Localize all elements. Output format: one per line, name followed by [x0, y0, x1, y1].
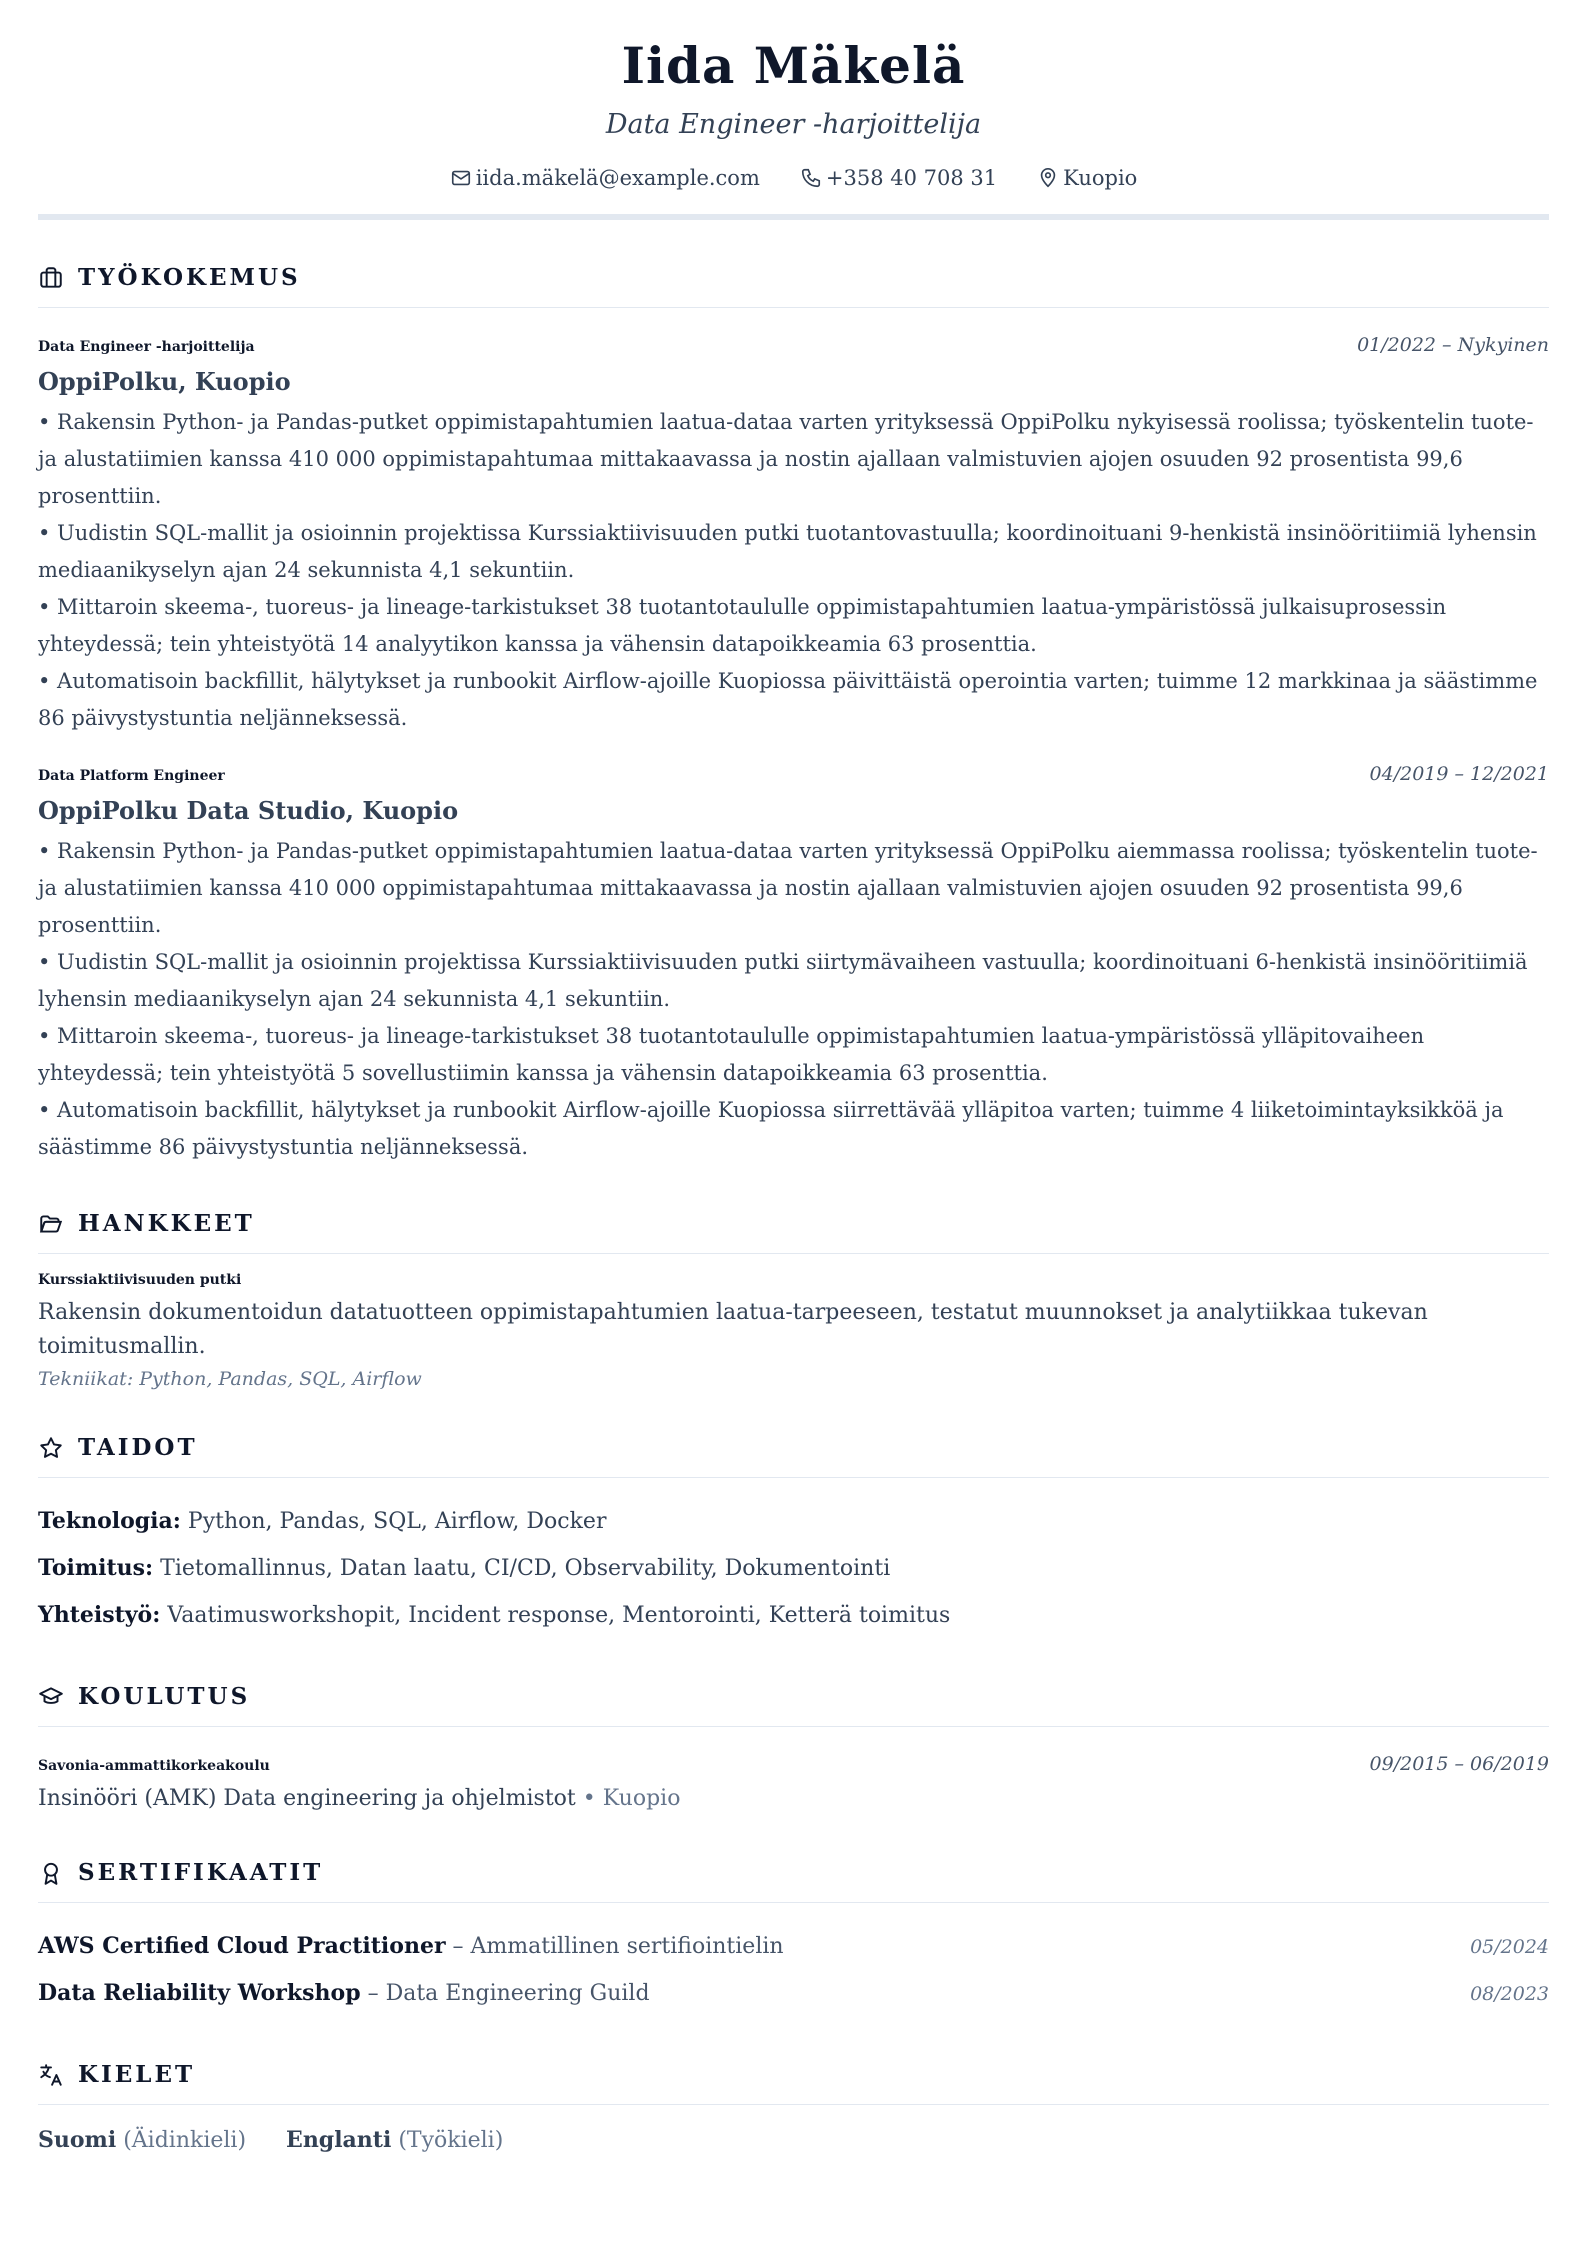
phone-icon: [800, 167, 822, 189]
job-organization: OppiPolku, Kuopio: [38, 367, 291, 396]
skill-row: [38, 1545, 1549, 1592]
job-bullet: • Uudistin SQL-mallit ja osioinnin projektissa Kurssiaktiivisuuden putki tuotantovastuulla; koordinoituani 9-henkistä insinööritiimiä lyhensin mediaanikyselyn ajan 24 sekunnista 4,1 sekuntiin.: [38, 521, 1537, 582]
email-text: iida.mäkelä@example.com: [475, 166, 760, 190]
section-divider: [38, 1902, 1549, 1903]
project-name: Kurssiaktiivisuuden putki: [38, 1272, 242, 1288]
project-entry: [38, 1272, 1549, 1390]
job-organization: OppiPolku Data Studio, Kuopio: [38, 796, 459, 825]
certificate-date: 08/2023: [1470, 1983, 1549, 2005]
certificate-issuer: – Ammatillinen sertifiointielin: [445, 1934, 784, 1959]
certificate-name: Data Reliability Workshop: [38, 1980, 361, 2006]
project-description: Rakensin dokumentoidun datatuotteen oppimistapahtumien laatua-tarpeeseen, testatut muunnokset ja analytiikkaa tukevan toimitusmallin.: [38, 1300, 1428, 1359]
briefcase-icon: [38, 265, 64, 291]
folder-open-icon: [38, 1211, 64, 1237]
education-entry: [38, 1753, 1549, 1815]
location-text: Kuopio: [1063, 166, 1138, 190]
section-title: HANKKEET: [78, 1210, 255, 1237]
certificate-row: [38, 1970, 1549, 2017]
skill-row: [38, 1592, 1549, 1639]
skill-label: Toimitus:: [38, 1555, 154, 1581]
certificate-date: 05/2024: [1470, 1936, 1549, 1958]
job-role: Data Engineer -harjoittelija: [38, 339, 255, 355]
certificates-section: [38, 1859, 1549, 2017]
candidate-name: Iida Mäkelä: [621, 36, 966, 95]
education-section: [38, 1683, 1549, 1815]
language-item: [286, 2127, 503, 2153]
school-name: Savonia-ammattikorkeakoulu: [38, 1758, 270, 1774]
graduation-cap-icon: [38, 1684, 64, 1710]
section-divider: [38, 1477, 1549, 1478]
award-icon: [38, 1860, 64, 1886]
header-divider: [38, 214, 1549, 220]
experience-section: [38, 264, 1549, 1166]
job-role: Data Platform Engineer: [38, 768, 225, 784]
resume-header: [38, 0, 1549, 220]
section-title: TYÖKOKEMUS: [78, 264, 301, 291]
language-item: [38, 2127, 246, 2153]
section-heading: [38, 1210, 1549, 1237]
job-dates: 01/2022 – Nykyinen: [1357, 334, 1549, 356]
section-title: KIELET: [78, 2061, 196, 2088]
job-dates: 04/2019 – 12/2021: [1369, 763, 1549, 785]
mail-icon: [450, 167, 472, 189]
skill-value: Vaatimusworkshopit, Incident response, Mentorointi, Ketterä toimitus: [160, 1603, 951, 1628]
certificate-name: AWS Certified Cloud Practitioner: [38, 1933, 446, 1959]
job-bullet: • Uudistin SQL-mallit ja osioinnin projektissa Kurssiaktiivisuuden putki siirtymävaiheen vastuulla; koordinoituani 6-henkistä insinööritiimiä lyhensin mediaanikyselyn ajan 24 sekunnista 4,1 sekuntiin.: [38, 950, 1528, 1011]
skill-value: Python, Pandas, SQL, Airflow, Docker: [180, 1509, 607, 1534]
translate-icon: [38, 2062, 64, 2088]
section-divider: [38, 307, 1549, 308]
degree-name: Insinööri (AMK) Data engineering ja ohjelmistot: [38, 1786, 576, 1811]
section-title: SERTIFIKAATIT: [78, 1859, 324, 1886]
section-divider: [38, 2104, 1549, 2105]
job-bullet: • Mittaroin skeema-, tuoreus- ja lineage-tarkistukset 38 tuotantotaululle oppimistapahtumien laatua-ympäristössä julkaisuprosessin yhteydessä; tein yhteistyötä 14 analyytikon kanssa ja vähensin datapoikkeamia 63 prosenttia.: [38, 595, 1447, 656]
contact-bar: [38, 164, 1549, 192]
phone-text: +358 40 708 31: [825, 166, 998, 190]
certificate-row: [38, 1923, 1549, 1970]
map-pin-icon: [1037, 167, 1059, 189]
skill-row: [38, 1498, 1549, 1545]
section-divider: [38, 1253, 1549, 1254]
skills-section: [38, 1434, 1549, 1639]
job-bullet: • Automatisoin backfillit, hälytykset ja runbookit Airflow-ajoille Kuopiossa siirrettävää ylläpitoa varten; tuimme 4 liiketoimintayksikköä ja säästimme 86 päivystystuntia neljänneksessä.: [38, 1098, 1504, 1159]
certificate-issuer: – Data Engineering Guild: [360, 1981, 650, 2006]
language-level: (Työkieli): [391, 2128, 504, 2153]
section-divider: [38, 1726, 1549, 1727]
skill-label: Yhteistyö:: [38, 1602, 161, 1628]
project-tech: Tekniikat: Python, Pandas, SQL, Airflow: [38, 1368, 422, 1390]
job-bullet: • Mittaroin skeema-, tuoreus- ja lineage-tarkistukset 38 tuotantotaululle oppimistapahtumien laatua-ympäristössä ylläpitovaiheen yhteydessä; tein yhteistyötä 5 sovellustiimin kanssa ja vähensin datapoikkeamia 63 prosenttia.: [38, 1024, 1425, 1085]
job-bullet: • Automatisoin backfillit, hälytykset ja runbookit Airflow-ajoille Kuopiossa päivittäistä operointia varten; tuimme 12 markkinaa ja säästimme 86 päivystystuntia neljänneksessä.: [38, 669, 1538, 730]
projects-section: [38, 1210, 1549, 1390]
section-heading: [38, 1859, 1549, 1886]
languages-section: [38, 2061, 1549, 2153]
section-heading: [38, 2061, 1549, 2088]
job-bullet: • Rakensin Python- ja Pandas-putket oppimistapahtumien laatua-dataa varten yrityksessä OppiPolku nykyisessä roolissa; työskentelin tuote- ja alustatiimien kanssa 410 000 oppimistapahtumaa mittakaavassa ja nostin ajallaan valmistuvien ajojen osuuden 92 prosentista 99,6 prosenttiin.: [38, 410, 1534, 508]
experience-entry: [38, 763, 1549, 1166]
candidate-title: Data Engineer -harjoittelija: [605, 109, 982, 140]
contact-location: [1037, 164, 1137, 192]
education-dates: 09/2015 – 06/2019: [1369, 1753, 1549, 1775]
skill-value: Tietomallinnus, Datan laatu, CI/CD, Observability, Dokumentointi: [153, 1556, 891, 1581]
skill-label: Teknologia:: [38, 1508, 181, 1534]
degree-line: [38, 1783, 1549, 1815]
section-heading: [38, 1683, 1549, 1710]
section-title: TAIDOT: [78, 1434, 198, 1461]
section-title: KOULUTUS: [78, 1683, 251, 1710]
star-icon: [38, 1435, 64, 1461]
section-heading: [38, 1434, 1549, 1461]
language-name: Englanti: [286, 2127, 392, 2153]
language-level: (Äidinkieli): [116, 2128, 247, 2153]
language-name: Suomi: [38, 2127, 117, 2153]
job-bullet: • Rakensin Python- ja Pandas-putket oppimistapahtumien laatua-dataa varten yrityksessä OppiPolku aiemmassa roolissa; työskentelin tuote- ja alustatiimien kanssa 410 000 oppimistapahtumaa mittakaavassa ja nostin ajallaan valmistuvien ajojen osuuden 92 prosentista 99,6 prosenttiin.: [38, 839, 1538, 937]
experience-entry: [38, 334, 1549, 737]
contact-phone[interactable]: [800, 164, 997, 192]
section-heading: [38, 264, 1549, 291]
contact-email[interactable]: [450, 164, 760, 192]
education-location: • Kuopio: [575, 1786, 681, 1811]
